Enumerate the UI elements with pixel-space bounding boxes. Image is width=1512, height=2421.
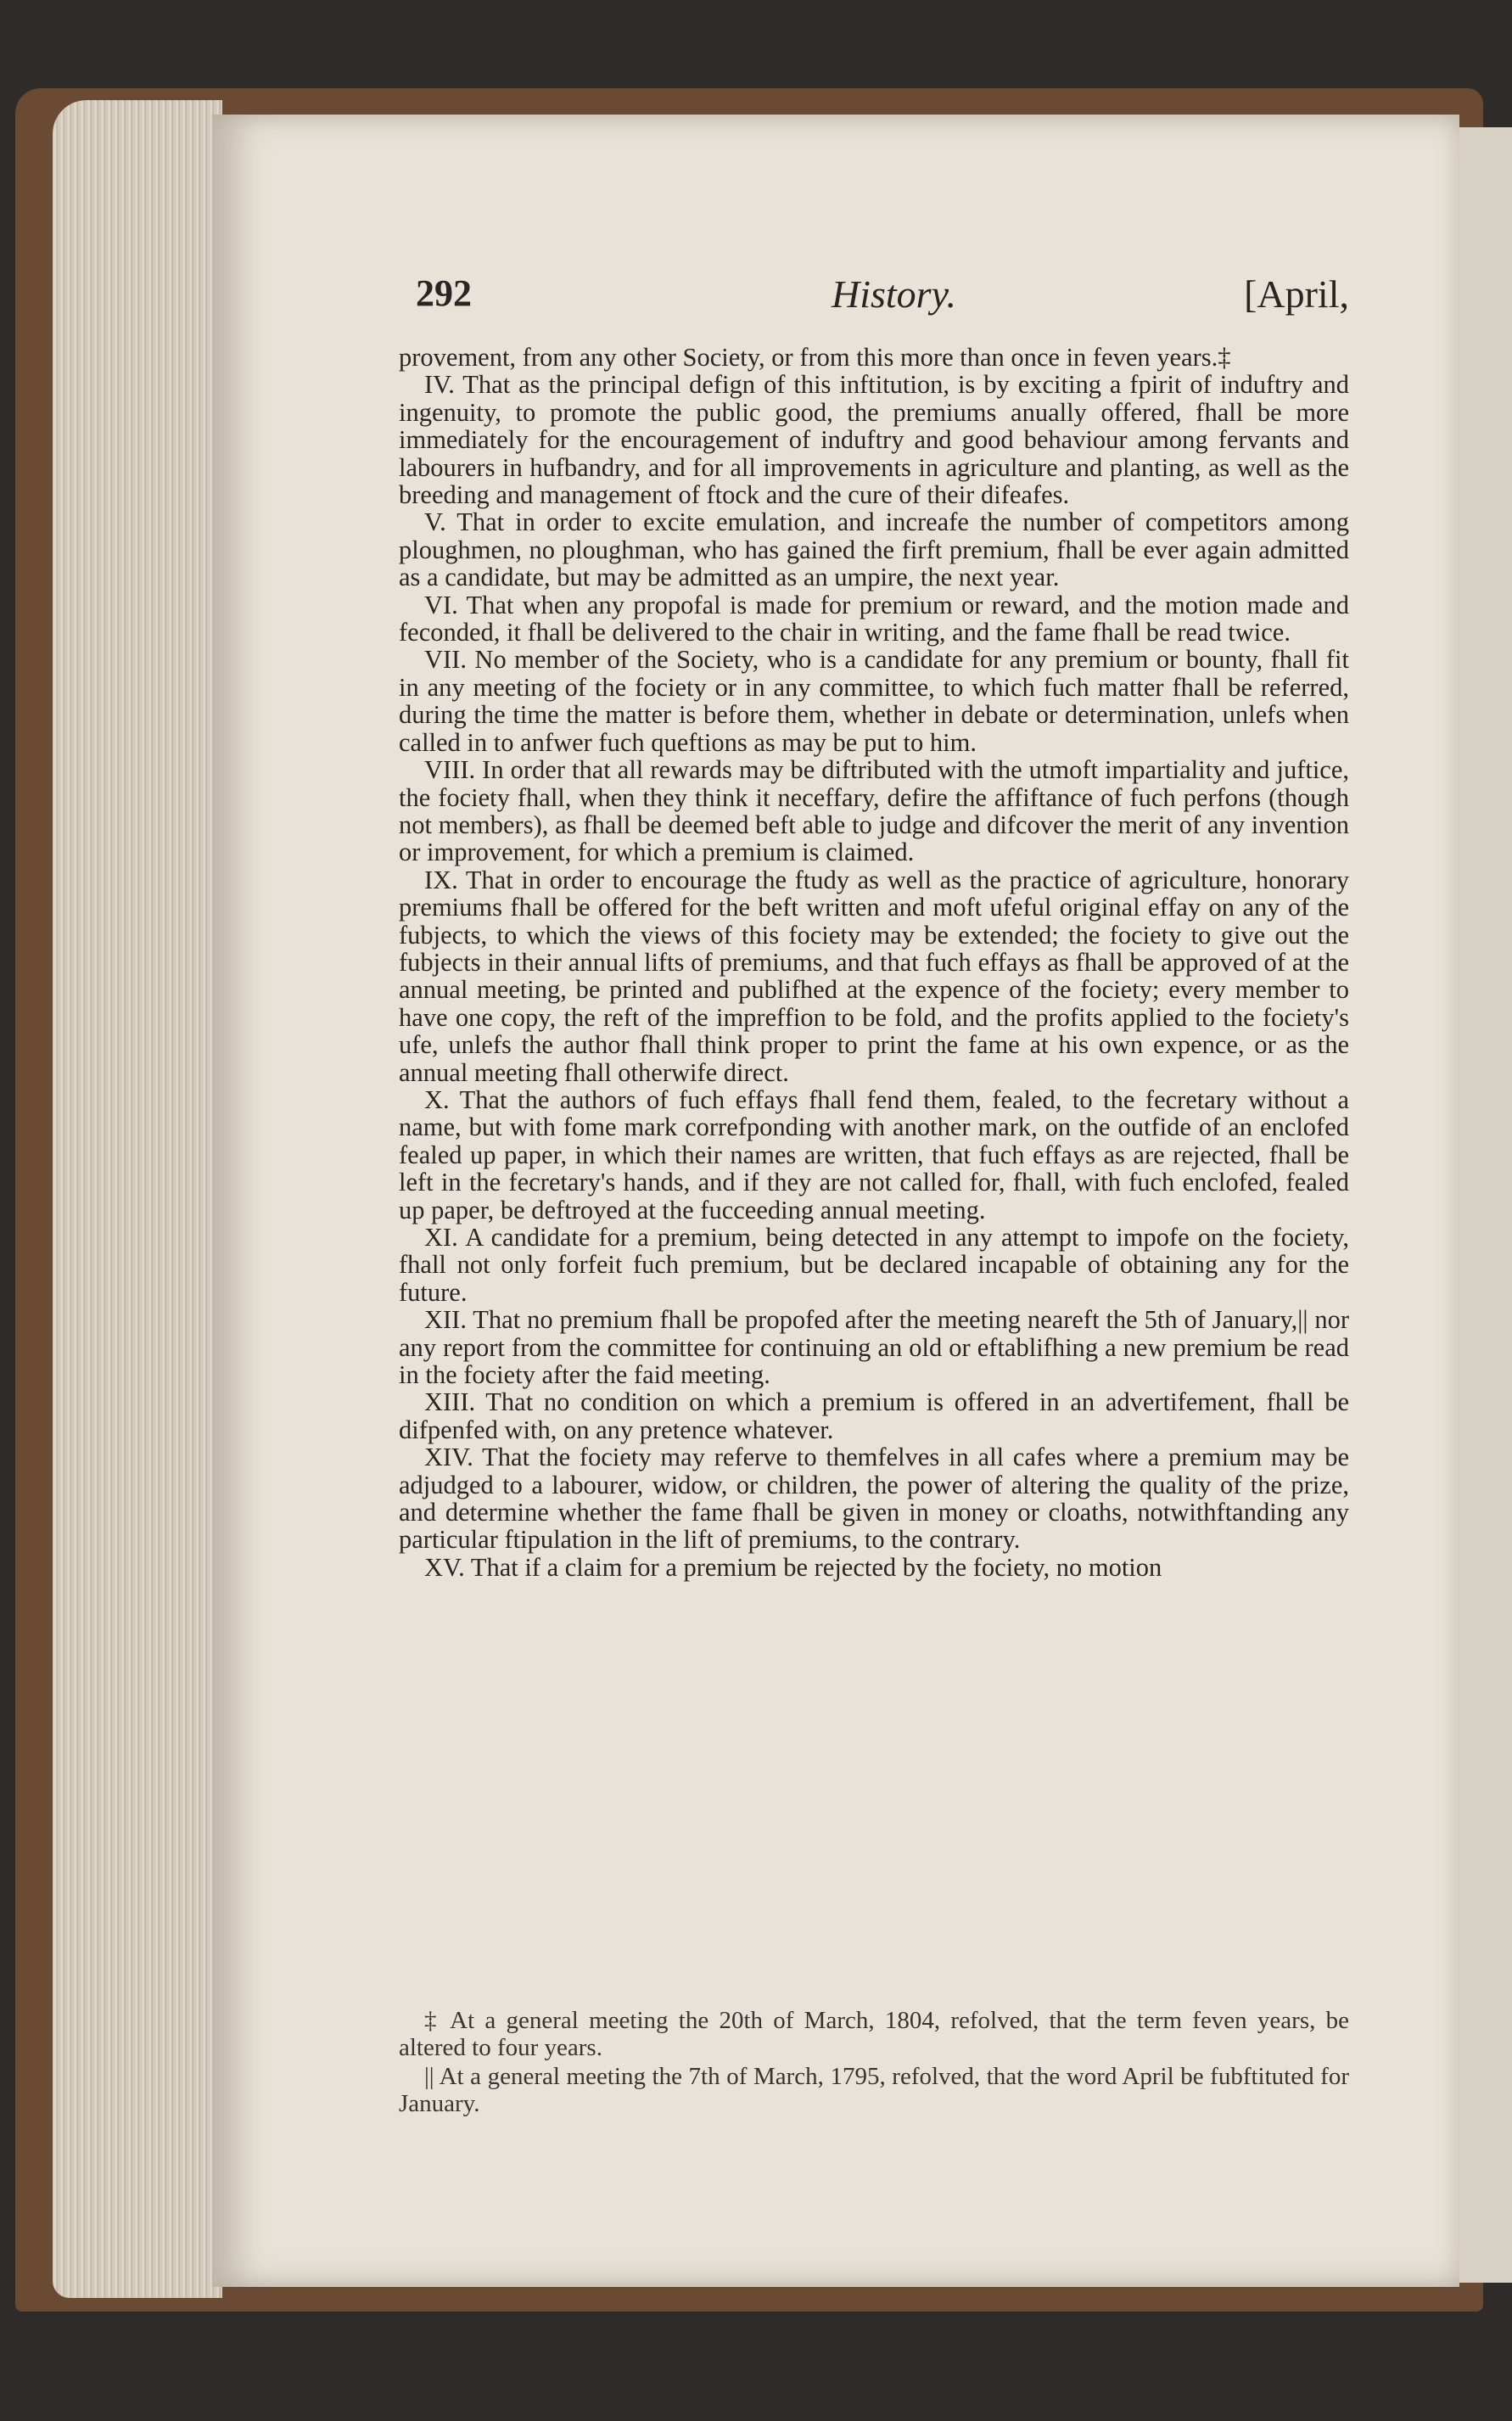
page-header	[416, 272, 1349, 331]
article-xiv: XIV. That the fociety may referve to themfelves in all cafes where a premium may be adjudged to a labourer, widow, or children, the power of altering the quality of the prize, and determine whether the fame fhall be given in money or cloaths, notwithftanding any particular ftipulation in the lift of premiums, to the contrary.	[399, 1443, 1349, 1555]
running-title: History.	[832, 272, 956, 316]
page-edges	[53, 100, 222, 2298]
article-xv: XV. That if a claim for a premium be rejected by the fociety, no motion	[424, 1552, 1162, 1582]
article-xi: XI. A candidate for a premium, being detected in any attempt to impofe on the fociety, fhall not only forfeit fuch premium, but be declared incapable of obtaining any for the future.	[399, 1223, 1349, 1307]
footnotes	[399, 2007, 1349, 2119]
article-viii: VIII. In order that all rewards may be diftributed with the utmoft impartiality and juftice, the fociety fhall, when they think it neceffary, defire the affiftance of fuch perfons (though not members), as fhall be deemed beft able to judge and difcover the merit of any invention or improvement, for which a premium is claimed.	[399, 755, 1349, 867]
body-text	[399, 344, 1349, 1581]
running-month: [April,	[1244, 272, 1349, 316]
footnote-parallel: || At a general meeting the 7th of March, 1795, refolved, that the word April be fubftituted for January.	[399, 2063, 1349, 2117]
paragraph-continuation: provement, from any other Society, or from this more than once in feven years.‡	[399, 343, 1231, 372]
article-v: V. That in order to excite emulation, and increafe the number of competitors among ploughmen, no ploughman, who has gained the firft premium, fhall be ever again admitted as a candidate, but may be admitted as an umpire, the next year.	[399, 507, 1349, 592]
article-x: X. That the authors of fuch effays fhall fend them, fealed, to the fecretary without a name, but with fome mark correfponding with another mark, on the outfide of an enclofed fealed up paper, in which their names are written, that fuch effays as are rejected, fhall be left in the fecretary's hands, and if they are not called for, fhall, with fuch enclofed, fealed up paper, be deftroyed at the fucceeding annual meeting.	[399, 1084, 1349, 1225]
article-iv: IV. That as the principal defign of this inftitution, is by exciting a fpirit of induftry and ingenuity, to promote the public good, the premiums anually offered, fhall be more immediately for the encouragement of induftry and good behaviour among fervants and labourers in hufbandry, and for all improvements in agriculture and planting, as well as the breeding and management of ftock and the cure of their difeafes.	[399, 370, 1349, 510]
article-vii: VII. No member of the Society, who is a candidate for any premium or bounty, fhall fit in any meeting of the fociety or in any committee, to which fuch matter fhall be referred, during the time the matter is before them, whether in debate or determination, unlefs when called in to anfwer fuch queftions as may be put to him.	[399, 645, 1349, 757]
article-vi: VI. That when any propofal is made for premium or reward, and the motion made and feconded, it fhall be delivered to the chair in writing, and the fame fhall be read twice.	[399, 590, 1349, 647]
page-number: 292	[416, 272, 472, 314]
article-xiii: XIII. That no condition on which a premium is offered in an advertifement, fhall be difpenfed with, on any pretence whatever.	[399, 1387, 1349, 1444]
article-xii: XII. That no premium fhall be propofed after the meeting neareft the 5th of January,|| nor any report from the committee for continuing an old or eftablifhing a new premium be read in the fociety after the faid meeting.	[399, 1305, 1349, 1390]
footnote-double-dagger: ‡ At a general meeting the 20th of March, 1804, refolved, that the term feven years, be altered to four years.	[399, 2007, 1349, 2061]
article-ix: IX. That in order to encourage the ftudy as well as the practice of agriculture, honorary premiums fhall be offered for the beft written and moft ufeful original effay on any of the fubjects, to which the views of this fociety may be extended; the fociety to give out the fubjects in their annual lifts of premiums, and that fuch effays as fhall be approved of at the annual meeting, be printed and publifhed at the expence of the fociety; every member to have one copy, the reft of the impreffion to be fold, and the profits applied to the fociety's ufe, unlefs the author fhall think proper to print the fame at his own expence, or as the annual meeting fhall otherwife direct.	[399, 865, 1349, 1087]
